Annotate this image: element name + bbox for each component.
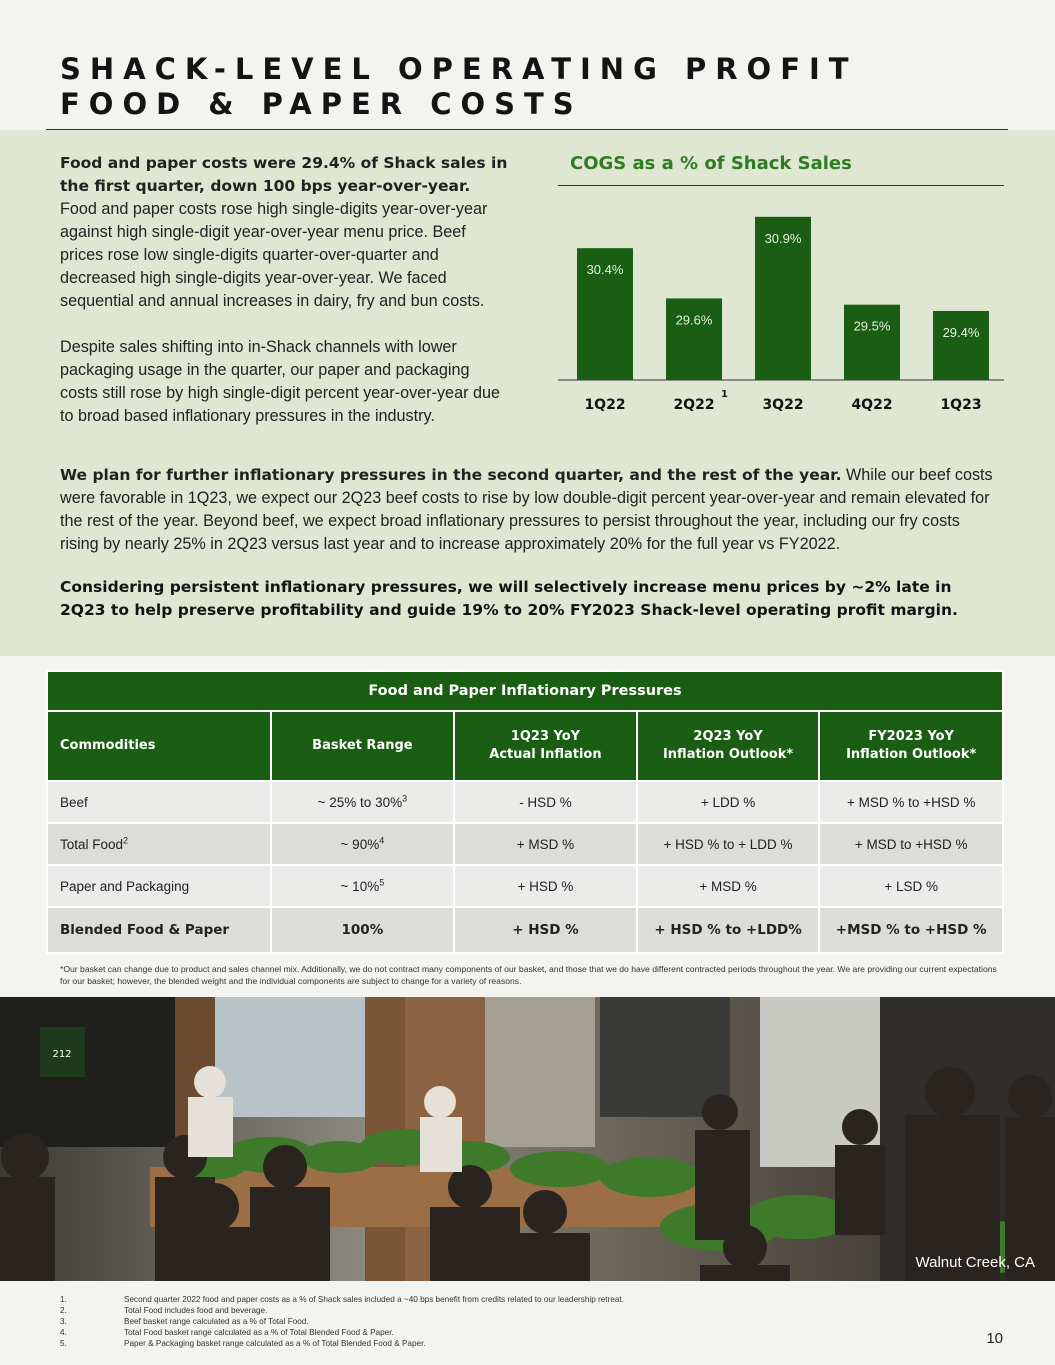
- cell-fy2023: + LSD %: [819, 865, 1003, 907]
- cell-1q23: - HSD %: [454, 781, 637, 823]
- col-header-2q23: 2Q23 YoY Inflation Outlook*: [637, 711, 820, 781]
- table-title-row: [47, 671, 1003, 711]
- cell-basket-range: ~ 25% to 30%$^3$: [271, 781, 455, 823]
- cell-commodity: Total Food$^2$: [47, 823, 271, 865]
- cell-2q23: + HSD % to + LDD %: [637, 823, 820, 865]
- cell-commodity: Paper and Packaging: [47, 865, 271, 907]
- cell-2q23: + MSD %: [637, 865, 820, 907]
- table-row: [47, 865, 1003, 907]
- table-row: [47, 781, 1003, 823]
- inflation-table: [46, 670, 1004, 954]
- basket-disclaimer: *Our basket can change due to product and sales channel mix. Additionally, we do not contract many components of our basket, and those that we do have different contracted periods throughout the year. We are providing our current expectations for our basket; however, the blended weight and the individual components are subject to change for a variety of reasons.: [60, 964, 997, 986]
- cell-commodity: Blended Food & Paper: [47, 907, 271, 953]
- pricing-guidance-statement: Considering persistent inflationary pressures, we will selectively increase menu prices by ~2% late in 2Q23 to help preserve profitability and guide 19% to 20% FY2023 Shack-level operating profit margin.: [60, 578, 958, 619]
- chart-data-label: 29.4%: [942, 324, 980, 340]
- chart-bar-2q22: [666, 298, 722, 380]
- page-title-line-1: SHACK-LEVEL OPERATING PROFIT: [60, 52, 858, 86]
- cell-basket-range: ~ 90%$^4$: [271, 823, 455, 865]
- col-header-1q23: 1Q23 YoY Actual Inflation: [454, 711, 637, 781]
- cell-fy2023: + MSD % to +HSD %: [819, 781, 1003, 823]
- page-title: [60, 52, 1020, 122]
- chart-category-label: 3Q22: [762, 397, 804, 413]
- footnote: 5. Paper & Packaging basket range calculated as a % of Total Blended Food & Paper.: [60, 1339, 426, 1348]
- chart-data-label: 30.9%: [764, 230, 802, 246]
- chart-bar-1q23: [933, 311, 989, 380]
- col-header-commodities: Commodities: [47, 711, 271, 781]
- page-number: 10: [986, 1330, 1003, 1347]
- photo-caption: Walnut Creek, CA: [915, 1254, 1035, 1271]
- footnotes: [60, 1294, 940, 1349]
- chart-title-divider: [558, 185, 1004, 186]
- sign-number: 212: [52, 1049, 72, 1060]
- restaurant-photo: [0, 997, 1055, 1281]
- chart-title: COGS as a % of Shack Sales: [570, 153, 852, 174]
- chart-category-label: 1Q22: [584, 397, 626, 413]
- chart-category-label: 1Q23: [940, 397, 982, 413]
- chart-category-footnote: 1: [721, 389, 728, 400]
- cell-1q23: + MSD %: [454, 823, 637, 865]
- cell-2q23: + HSD % to +LDD%: [637, 907, 820, 953]
- plan-paragraph: [60, 464, 1000, 556]
- footnote: 1. Second quarter 2022 food and paper costs as a % of Shack sales included a ~40 bps benefit from credits related to our leadership retreat.: [60, 1295, 624, 1304]
- cell-commodity: Beef: [47, 781, 271, 823]
- footnote: 2. Total Food includes food and beverage.: [60, 1306, 268, 1315]
- cell-basket-range: 100%: [271, 907, 455, 953]
- table-row: [47, 823, 1003, 865]
- intro-body-1: Food and paper costs rose high single-digits year-over-year against high single-digit year-over-year menu price. Beef prices rose low single-digits quarter-over-quarter and decreased high single-digits year-over-year. We faced sequential and annual increases in dairy, fry and bun costs.: [60, 200, 488, 310]
- plan-headline: We plan for further inflationary pressures in the second quarter, and the rest of the year.: [60, 466, 842, 484]
- col-header-fy2023: FY2023 YoY Inflation Outlook*: [819, 711, 1003, 781]
- chart-data-label: 29.5%: [853, 318, 891, 334]
- chart-data-label: 30.4%: [586, 262, 624, 278]
- page-title-line-2: FOOD & PAPER COSTS: [60, 87, 583, 121]
- table-title: Food and Paper Inflationary Pressures: [47, 671, 1003, 711]
- footnote: 4. Total Food basket range calculated as a % of Total Blended Food & Paper.: [60, 1328, 394, 1337]
- intro-paragraph-2: Despite sales shifting into in-Shack channels with lower packaging usage in the quarter, our paper and packaging costs still rose by high single-digit percent year-over-year due to broad based inflationary pressures in the industry.: [60, 338, 500, 425]
- plan-body: While our beef costs were favorable in 1Q23, we expect our 2Q23 beef costs to rise by low double-digit percent year-over-year and remain elevated for the rest of the year. Beyond beef, we expect broad inflationary pressures to persist throughout the year, including our fry costs rising by nearly 25% in 2Q23 versus last year and to increase approximately 20% for the full year vs FY2022.: [60, 466, 993, 553]
- intro-paragraph-1: [60, 152, 510, 313]
- cell-2q23: + LDD %: [637, 781, 820, 823]
- cell-basket-range: ~ 10%$^5$: [271, 865, 455, 907]
- col-header-basket-range: Basket Range: [271, 711, 455, 781]
- table-total-row: [47, 907, 1003, 953]
- footnote: 3. Beef basket range calculated as a % of Total Food.: [60, 1317, 309, 1326]
- cell-fy2023: +MSD % to +HSD %: [819, 907, 1003, 953]
- cell-1q23: + HSD %: [454, 865, 637, 907]
- chart-data-label: 29.6%: [675, 312, 713, 328]
- chart-category-label: 2Q22: [673, 397, 715, 413]
- intro-headline: Food and paper costs were 29.4% of Shack sales in the first quarter, down 100 bps year-over-year.: [60, 154, 508, 195]
- table-header-row: [47, 711, 1003, 781]
- cell-1q23: + HSD %: [454, 907, 637, 953]
- intro-text: [60, 152, 510, 451]
- cogs-bar-chart: [558, 190, 1004, 422]
- restaurant-photo-illustration: [0, 997, 1055, 1281]
- chart-category-label: 4Q22: [851, 397, 893, 413]
- cell-fy2023: + MSD to +HSD %: [819, 823, 1003, 865]
- chart-bar-4q22: [844, 305, 900, 380]
